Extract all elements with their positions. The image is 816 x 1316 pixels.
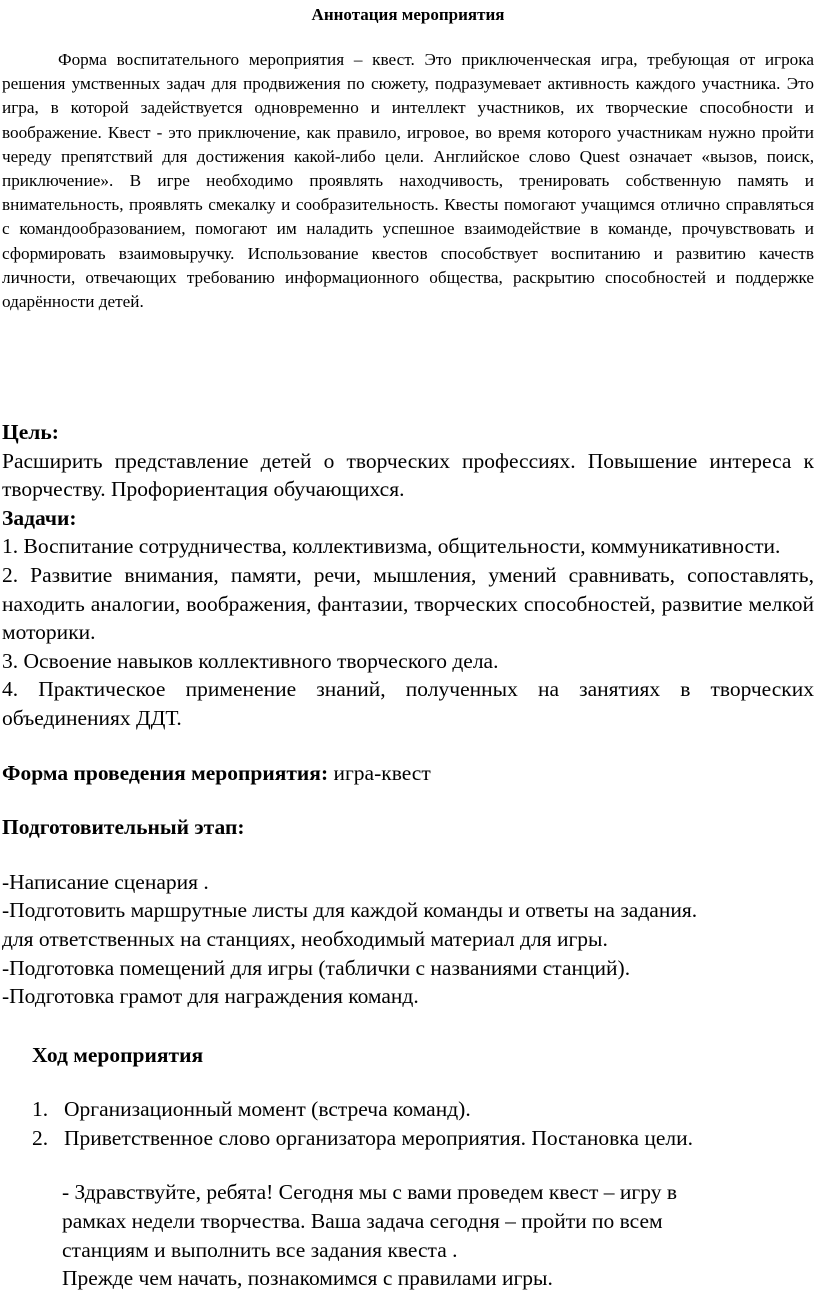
document-title: Аннотация мероприятия (311, 5, 505, 24)
tasks-heading: Задачи: (2, 505, 77, 530)
task-item-2: 2. Развитие внимания, памяти, речи, мышления, умений сравнивать, сопоставлять, находить аналогии, воображения, фантазии, творческих способностей, развитие мелкой моторики. (2, 562, 814, 645)
step-number: 2. (32, 1125, 49, 1150)
task-item-3: 3. Освоение навыков коллективного творческого дела. (2, 648, 499, 673)
prep-item-5: -Подготовка грамот для награждения команд. (2, 984, 419, 1009)
speech-line-2: рамках недели творчества. Ваша задача сегодня – пройти по всем (62, 1209, 663, 1234)
prep-heading: Подготовительный этап: (2, 815, 245, 840)
speech-line-3: станциям и выполнить все задания квеста . (62, 1237, 458, 1262)
prep-item-1: -Написание сценария . (2, 869, 209, 894)
form-label: Форма проведения мероприятия: (2, 760, 329, 785)
course-step-2 (2, 1124, 814, 1153)
goal-text: Расширить представление детей о творческих профессиях. Повышение интереса к творчеству. Профориентация обучающихся. (2, 448, 814, 502)
form-value: игра-квест (328, 760, 431, 785)
prep-item-2: -Подготовить маршрутные листы для каждой команды и ответы на задания. (2, 898, 698, 923)
speech-line-1: - Здравствуйте, ребята! Сегодня мы с вами проведем квест – игру в (62, 1180, 677, 1205)
step-text: Приветственное слово организатора мероприятия. Постановка цели. (64, 1125, 693, 1150)
course-step-1 (2, 1095, 814, 1124)
form-line (2, 759, 814, 788)
speech-line-4: Прежде чем начать, познакомимся с правилами игры. (62, 1266, 553, 1291)
prep-item-3: для ответственных на станциях, необходимый материал для игры. (2, 926, 608, 951)
annotation-paragraph: Форма воспитательного мероприятия – квест. Это приключенческая игра, требующая от игрока решения умственных задач для продвижения по сюжету, подразумевает активность каждого участника. Это игра, в которой задействуется одновременно и интеллект участников, их творческие способности и воображение. Квест - это приключение, как правило, игровое, во время которого участникам нужно пройти череду препятствий для достижения какой-либо цели. Английское слово Quest означает «вызов, поиск, приключение». В игре необходимо проявлять находчивость, тренировать собственную память и внимательность, проявлять смекалку и сообразительность. Квесты помогают учащимся отлично справляться с командообразованием, помогают им наладить успешное взаимодействие в команде, прочувствовать и сформировать взаимовыручку. Использование квестов способствует воспитанию и развитию качеств личности, отвечающих требованию информационного общества, раскрытию способностей и поддержке одарённости детей. (2, 50, 814, 312)
course-heading: Ход мероприятия (32, 1042, 204, 1067)
step-text: Организационный момент (встреча команд). (64, 1097, 471, 1122)
task-item-1: 1. Воспитание сотрудничества, коллективизма, общительности, коммуникативности. (2, 534, 781, 559)
goal-heading: Цель: (2, 420, 59, 444)
main-content (2, 418, 814, 1293)
task-item-4: 4. Практическое применение знаний, полученных на занятиях в творческих объединениях ДДТ. (2, 677, 814, 730)
prep-item-4: -Подготовка помещений для игры (таблички с названиями станций). (2, 955, 631, 980)
step-number: 1. (32, 1097, 49, 1122)
